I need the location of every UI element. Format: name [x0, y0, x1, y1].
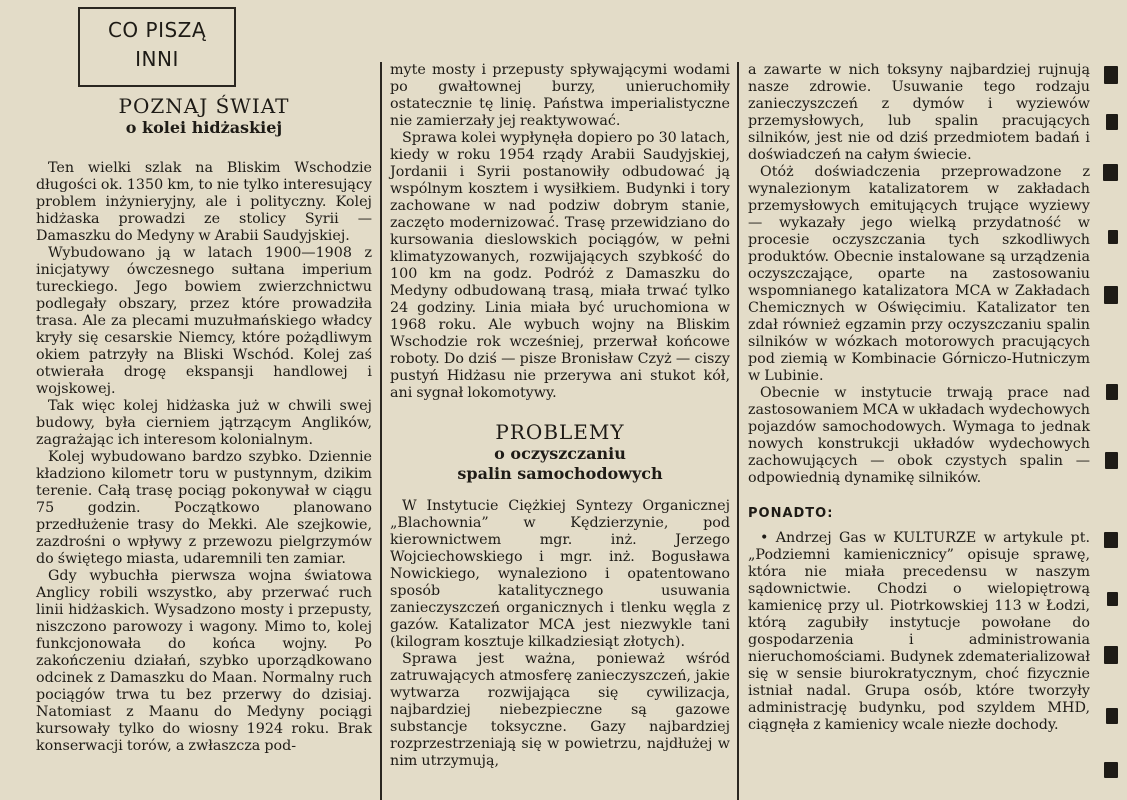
article1-paragraph: Kolej wybudowano bardzo szybko. Dziennie kładziono kilometr toru w pustynnym, dzikim terenie. Całą trasę pociąg pokonywał w ciągu 75 godzin. Początkowo planowano przedłużenie trasy do Mekki. Ale szejkowie, zazdrośni o wpływy z przewozu pielgrzymów do świętego miasta, udaremnili ten zamiar. [36, 449, 372, 567]
edge-glyph [1104, 532, 1118, 548]
article1-paragraph: myte mosty i przepusty spływającymi wodami po gwałtownej burzy, unieruchomiły ostatecznie tę linię. Państwa imperialistyczne nie zamierzały jej reaktywować. [390, 62, 730, 129]
article2-paragraph: Otóż doświadczenia przeprowadzone z wynalezionym katalizatorem w zakładach przemysłowych emitujących trujące wyziewy — wykazały jego wielką przydatność w procesie oczyszczania tych szkodliwych produktów. Obecnie instalowane są urządzenia oczyszczające, oparte na zastosowaniu wspomnianego katalizatora MCA w Zakładach Chemicznych w Oświęcimiu. Katalizator ten zdał również egzamin przy oczyszczaniu spalin silników w wózkach motorowych pracujących pod ziemią w Kombinacie Górniczo-Hutniczym w Lubinie. [748, 164, 1090, 384]
column-1 [36, 0, 372, 800]
column-rule-1 [380, 62, 382, 800]
edge-glyph [1104, 646, 1118, 664]
edge-glyph [1106, 114, 1118, 130]
article2-paragraph: Obecnie w instytucie trwają prace nad zastosowaniem MCA w układach wydechowych pojazdów samochodowych. Wymaga to jednak nowych konstrukcji układów wydechowych zachowujących — obok czystych spalin — odpowiednią dynamikę silników. [748, 385, 1090, 486]
article2-paragraph: Sprawa jest ważna, ponieważ wśród zatruwających atmosferę zanieczyszczeń, jakie wytwarza rozwijająca się cywilizacja, najbardziej niebezpieczne są gazowe substancje toksyczne. Gazy najbardziej rozprzestrzeniają się w powietrzu, najdłużej w nim utrzymują, [390, 651, 730, 769]
edge-glyph [1103, 164, 1118, 181]
ponadto-heading: PONADTO: [748, 506, 834, 521]
rubric-line-1: CO PISZĄ [107, 18, 207, 42]
edge-glyph [1105, 452, 1118, 469]
article1-paragraph: Tak więc kolej hidżaska już w chwili swej budowy, była cierniem jątrzącym Anglików, zagrażając ich interesom kolonialnym. [36, 398, 372, 448]
edge-glyph [1107, 592, 1118, 606]
article1-paragraph: Ten wielki szlak na Bliskim Wschodzie długości ok. 1350 km, to nie tylko interesujący problem inżynieryjny, ale i polityczny. Kolej hidżaska prowadzi ze stolicy Syrii — Damaszku do Medyny w Arabii Saudyjskiej. [36, 160, 372, 244]
article2-title: PROBLEMY [495, 420, 625, 444]
article1-title: POZNAJ ŚWIAT [118, 94, 290, 118]
ponadto-paragraph: • Andrzej Gas w KULTURZE w artykule pt. „Podziemni kamienicznicy” opisuje sprawę, która nie miała precedensu w naszym sądownictwie. Chodzi o wielopiętrową kamienicę przy ul. Piotrkowskiej 113 w Łodzi, którą zagubiły instytucje powołane do gospodarzenia i administrowania nieruchomościami. Budynek zdematerializował się w sensie biurokratycznym, choć fizycznie istniał nadal. Grupa osób, które tworzyły administrację budynku, pod szyldem MHD, ciągnęła z kamienicy wcale niezłe dochody. [748, 530, 1090, 733]
edge-glyph [1108, 230, 1118, 244]
article2-subtitle-2: spalin samochodowych [457, 464, 663, 483]
article2-paragraph: W Instytucie Ciężkiej Syntezy Organicznej „Blachownia” w Kędzierzynie, pod kierownictwem mgr. inż. Jerzego Wojciechowskiego i mgr. inż. Bogusława Nowickiego, wynaleziono i opatentowano sposób katalitycznego usuwania zanieczyszczeń organicznych i tlenku węgla z gazów. Katalizator MCA jest niezwykle tani (kilogram kosztuje kilkadziesiąt złotych). [390, 498, 730, 650]
edge-glyph [1104, 286, 1118, 304]
column-2 [390, 0, 730, 800]
edge-glyph [1104, 66, 1118, 84]
page-edge-fragments [1098, 0, 1127, 800]
rubric-line-2: INNI [135, 47, 179, 71]
column-3 [748, 0, 1090, 800]
article1-paragraph: Sprawa kolei wypłynęła dopiero po 30 latach, kiedy w roku 1954 rządy Arabii Saudyjskiej, Jordanii i Syrii postanowiły odbudować ją wspólnym kosztem i wysiłkiem. Budynki i tory zachowane w nad podziw dobrym stanie, zaczęto modernizować. Trasę przewidziano do kursowania dieslowskich pociągów, w pełni klimatyzowanych, rozwijających szybkość do 100 km na godz. Podróż z Damaszku do Medyny odbudowaną trasą, miała trwać tylko 24 godziny. Linia miała być uruchomiona w 1968 roku. Ale wybuch wojny na Bliskim Wschodzie rok wcześniej, przerwał końcowe roboty. Do dziś — pisze Bronisław Czyż — ciszy pustyń Hidżasu nie przerywa ani stukot kół, ani sygnał lokomotywy. [390, 130, 730, 401]
article1-paragraph: Wybudowano ją w latach 1900—1908 z inicjatywy ówczesnego sułtana imperium tureckiego. Jego bowiem zwierzchnictwu podlegały obszary, przez które prowadziła trasa. Ale za plecami muzułmańskiego władcy kryły się cesarskie Niemcy, które pożądliwym okiem patrzyły na Bliski Wschód. Kolej zaś otwierała drogę ekspansji handlowej i wojskowej. [36, 245, 372, 397]
article2-subtitle-1: o oczyszczaniu [494, 444, 626, 463]
article1-subtitle: o kolei hidżaskiej [125, 118, 283, 137]
edge-glyph [1104, 762, 1118, 778]
article2-paragraph: a zawarte w nich toksyny najbardziej rujnują nasze zdrowie. Usuwanie tego rodzaju zanieczyszczeń z dymów i wyziewów przemysłowych, lub spalin pracujących silników, jest nie od dziś przedmiotem badań i doświadczeń na całym świecie. [748, 62, 1090, 163]
edge-glyph [1106, 708, 1118, 724]
article1-paragraph: Gdy wybuchła pierwsza wojna światowa Anglicy robili wszystko, aby przerwać ruch linii hidżaskich. Wysadzono mosty i przepusty, niszczono parowozy i wagony. Mimo to, kolej funkcjonowała do końca wojny. Po zakończeniu działań, szybko uporządkowano odcinek z Damaszku do Maan. Normalny ruch pociągów trwa tu bez przerwy do dzisiaj. Natomiast z Maanu do Medyny pociągi kursowały tylko do wiosny 1924 roku. Brak konserwacji torów, a zwłaszcza pod- [36, 568, 372, 754]
edge-glyph [1106, 384, 1118, 400]
column-rule-2 [737, 62, 739, 800]
